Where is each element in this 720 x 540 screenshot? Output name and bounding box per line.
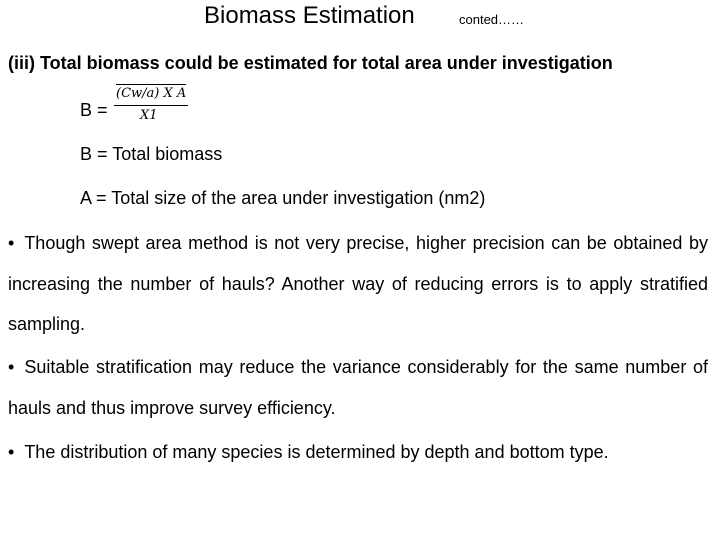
page-title: Biomass Estimation xyxy=(204,2,415,29)
bullet-paragraph xyxy=(8,432,708,473)
bullet-icon: • xyxy=(8,233,15,253)
definition-b: B = Total biomass xyxy=(80,144,223,164)
bullet-text: Suitable stratification may reduce the variance considerably for the same number of hauls and thus improve survey efficiency. xyxy=(8,357,708,418)
formula-numerator: (Cw/a) X A xyxy=(116,86,187,101)
bullet-icon: • xyxy=(8,357,15,377)
bullet-text: The distribution of many species is determined by depth and bottom type. xyxy=(24,442,609,462)
definition-a: A = Total size of the area under investigation (nm2) xyxy=(80,188,486,208)
section-heading: (iii) Total biomass could be estimated for total area under investigation xyxy=(8,53,613,73)
bullet-text: Though swept area method is not very precise, higher precision can be obtained by increasing the number of hauls? Another way of reducing errors is to apply stratified sampling. xyxy=(8,233,708,334)
bullet-icon: • xyxy=(8,442,15,462)
page-subtitle: conted…… xyxy=(459,12,525,27)
bullet-paragraph xyxy=(8,347,708,428)
formula-denominator: X1 xyxy=(140,108,158,123)
fraction-bar xyxy=(114,105,188,106)
bullet-paragraph xyxy=(8,223,708,345)
formula-lhs: B = xyxy=(80,100,108,120)
